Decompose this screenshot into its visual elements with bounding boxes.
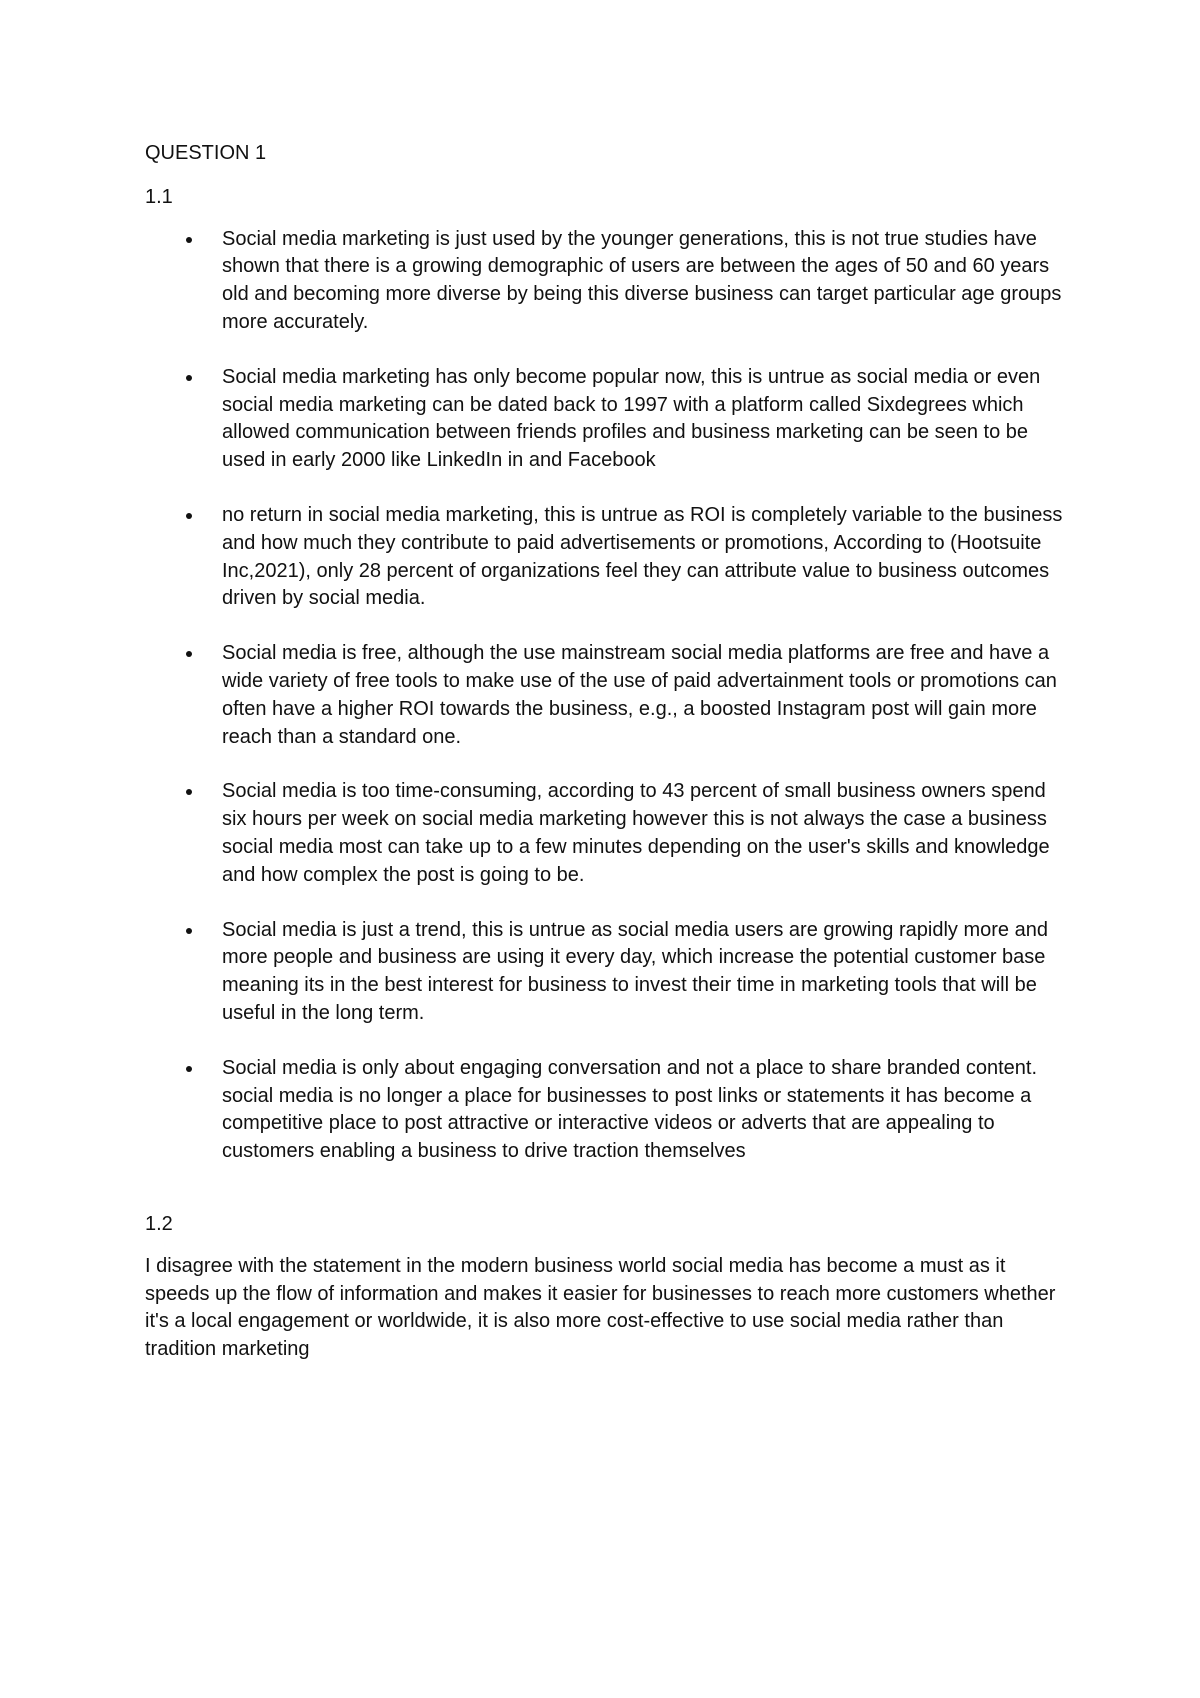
list-item-text: Social media is just a trend, this is untrue as social media users are growing rapidly more and more people and business are using it every day, which increase the potential customer base meaning its in the best interest for business to invest their time in marketing tools that will be useful in the long term. [222, 918, 1048, 1024]
bullet-icon [186, 789, 192, 795]
section-1-2 [145, 1211, 1075, 1364]
section-number-1-2: 1.2 [145, 1212, 173, 1235]
list-item [145, 917, 1075, 1028]
list-item [145, 364, 1075, 475]
bullet-icon [186, 237, 192, 243]
list-item-text: no return in social media marketing, this is untrue as ROI is completely variable to the business and how much they contribute to paid advertisements or promotions, According to (Hootsuite Inc,2021), only 28 percent of organizations feel they can attribute value to business outcomes driven by social media. [222, 503, 1063, 610]
bullet-icon [186, 651, 192, 657]
list-item [145, 502, 1075, 613]
list-item [145, 1055, 1075, 1166]
bullet-icon [186, 928, 192, 934]
list-item [145, 226, 1075, 337]
answer-paragraph: I disagree with the statement in the modern business world social media has become a must as it speeds up the flow of information and makes it easier for businesses to reach more customers whether it's a local engagement or worldwide, it is also more cost-effective to use social media rather than tradition marketing [145, 1254, 1056, 1361]
document-body [145, 140, 1075, 1364]
myths-bullet-list [145, 226, 1075, 1166]
bullet-icon [186, 513, 192, 519]
list-item-text: Social media marketing is just used by the younger generations, this is not true studies have shown that there is a growing demographic of users are between the ages of 50 and 60 years old and becoming more diverse by being this diverse business can target particular age groups more accurately. [222, 227, 1062, 333]
bullet-icon [186, 1066, 192, 1072]
question-heading: QUESTION 1 [145, 142, 267, 164]
bullet-icon [186, 375, 192, 381]
section-number-1-1: 1.1 [145, 185, 173, 208]
list-item-text: Social media marketing has only become popular now, this is untrue as social media or even social media marketing can be dated back to 1997 with a platform called Sixdegrees which allowed communication between friends profiles and business marketing can be seen to be used in early 2000 like LinkedIn in and Facebook [222, 365, 1041, 472]
list-item [145, 778, 1075, 889]
list-item-text: Social media is free, although the use mainstream social media platforms are free and have a wide variety of free tools to make use of the use of paid advertainment tools or promotions can often have a higher ROI towards the business, e.g., a boosted Instagram post will gain more reach than a standard one. [222, 642, 1057, 748]
list-item [145, 640, 1075, 751]
list-item-text: Social media is too time-consuming, according to 43 percent of small business owners spend six hours per week on social media marketing however this is not always the case a business social media most can take up to a few minutes depending on the user's skills and knowledge and how complex the post is going to be. [222, 780, 1050, 886]
list-item-text: Social media is only about engaging conversation and not a place to share branded content. social media is no longer a place for businesses to post links or statements it has become a competitive place to post attractive or interactive videos or adverts that are appealing to customers enabling a business to drive traction themselves [222, 1056, 1037, 1163]
